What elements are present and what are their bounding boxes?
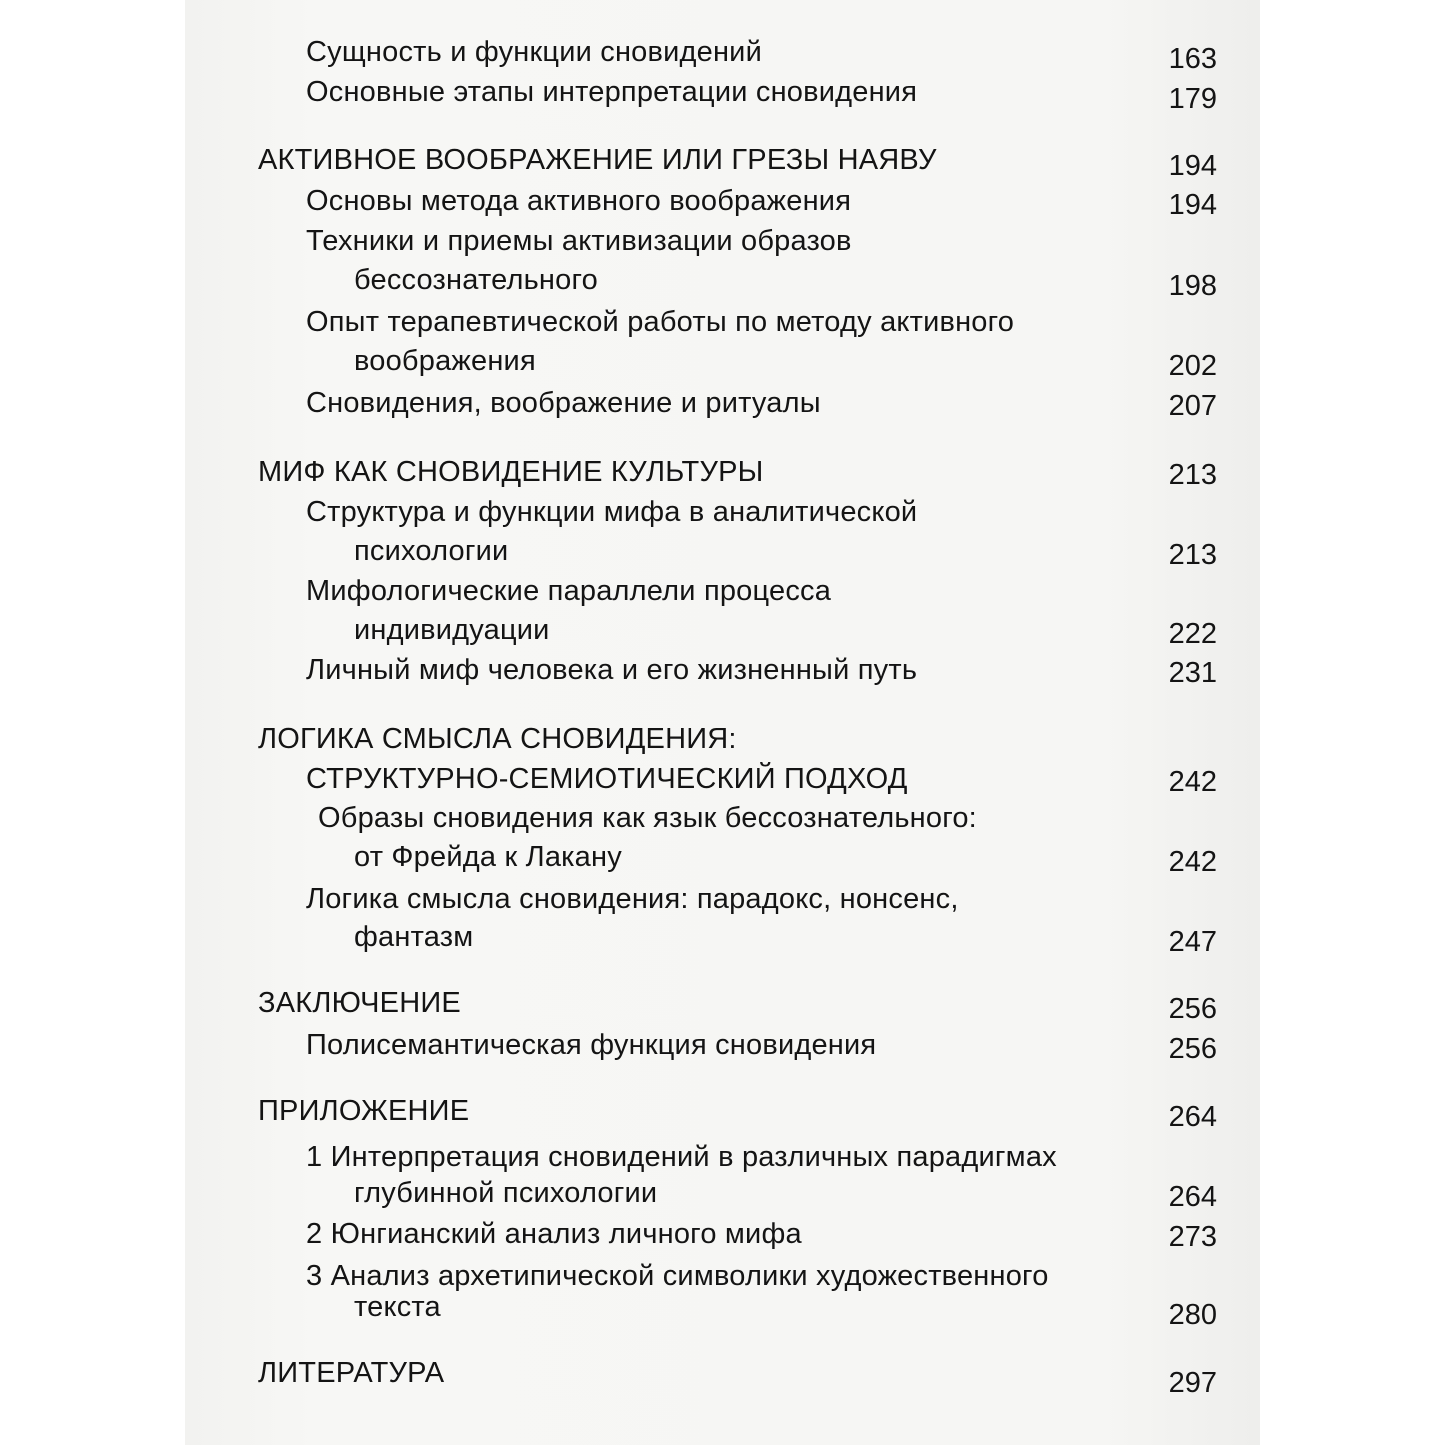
page-number: 264 bbox=[1168, 1101, 1217, 1133]
page-number: 297 bbox=[1168, 1367, 1217, 1399]
toc-entry: Сущность и функции сновидений bbox=[306, 36, 762, 68]
toc-entry-cont: фантазм bbox=[354, 921, 474, 953]
toc-entry: Сновидения, воображение и ритуалы bbox=[306, 387, 821, 419]
page-number: 213 bbox=[1168, 459, 1217, 491]
toc-entry: Структура и функции мифа в аналитической bbox=[306, 496, 918, 528]
toc-entry-cont: бессознательного bbox=[354, 264, 598, 296]
toc-entry: Логика смысла сновидения: парадокс, нонсенс, bbox=[306, 883, 959, 915]
toc-entry: Опыт терапевтической работы по методу активного bbox=[306, 306, 1015, 338]
toc-entry-cont: индивидуации bbox=[354, 614, 550, 646]
toc-entry: Мифологические параллели процесса bbox=[306, 575, 832, 607]
toc-entry-cont: от Фрейда к Лакану bbox=[354, 841, 622, 873]
page-number: 264 bbox=[1168, 1181, 1217, 1213]
toc-entry: Основные этапы интерпретации сновидения bbox=[306, 76, 918, 108]
toc-section: ЗАКЛЮЧЕНИЕ bbox=[258, 987, 461, 1019]
page-number: 231 bbox=[1168, 657, 1217, 689]
toc-section: ЛОГИКА СМЫСЛА СНОВИДЕНИЯ: bbox=[258, 723, 737, 755]
page-number: 242 bbox=[1168, 766, 1217, 798]
page-number: 280 bbox=[1168, 1299, 1217, 1331]
page-number: 247 bbox=[1168, 926, 1217, 958]
toc-entry: Личный миф человека и его жизненный путь bbox=[306, 654, 918, 686]
page-number: 213 bbox=[1168, 539, 1217, 571]
toc-section: АКТИВНОЕ ВООБРАЖЕНИЕ ИЛИ ГРЕЗЫ НАЯВУ bbox=[258, 144, 937, 176]
page-number: 194 bbox=[1168, 189, 1217, 221]
page-number: 256 bbox=[1168, 993, 1217, 1025]
page-number: 222 bbox=[1168, 618, 1217, 650]
toc-section: МИФ КАК СНОВИДЕНИЕ КУЛЬТУРЫ bbox=[258, 456, 764, 488]
toc-entry: 3 Анализ архетипической символики художественного bbox=[306, 1260, 1049, 1292]
toc-entry: Основы метода активного воображения bbox=[306, 185, 852, 217]
page-number: 207 bbox=[1168, 390, 1217, 422]
toc-section: ЛИТЕРАТУРА bbox=[258, 1357, 445, 1389]
toc-entry-cont: текста bbox=[354, 1291, 441, 1323]
page-number: 256 bbox=[1168, 1033, 1217, 1065]
toc-entry-cont: психологии bbox=[354, 535, 509, 567]
page-number: 198 bbox=[1168, 270, 1217, 302]
page-number: 273 bbox=[1168, 1221, 1217, 1253]
page-number: 194 bbox=[1168, 150, 1217, 182]
toc-entry-cont: воображения bbox=[354, 345, 536, 377]
page-number: 242 bbox=[1168, 846, 1217, 878]
toc-entry: Полисемантическая функция сновидения bbox=[306, 1029, 877, 1061]
page-number: 163 bbox=[1168, 43, 1217, 75]
toc-section: ПРИЛОЖЕНИЕ bbox=[258, 1095, 470, 1127]
toc-entry-cont: глубинной психологии bbox=[354, 1177, 658, 1209]
toc-entry: Техники и приемы активизации образов bbox=[306, 225, 852, 257]
toc-entry: Образы сновидения как язык бессознательного: bbox=[318, 802, 977, 834]
toc-entry: 1 Интерпретация сновидений в различных парадигмах bbox=[306, 1141, 1057, 1173]
toc-section-cont: СТРУКТУРНО-СЕМИОТИЧЕСКИЙ ПОДХОД bbox=[306, 763, 908, 795]
page-number: 202 bbox=[1168, 350, 1217, 382]
page-number: 179 bbox=[1168, 83, 1217, 115]
toc-entry: 2 Юнгианский анализ личного мифа bbox=[306, 1218, 802, 1250]
